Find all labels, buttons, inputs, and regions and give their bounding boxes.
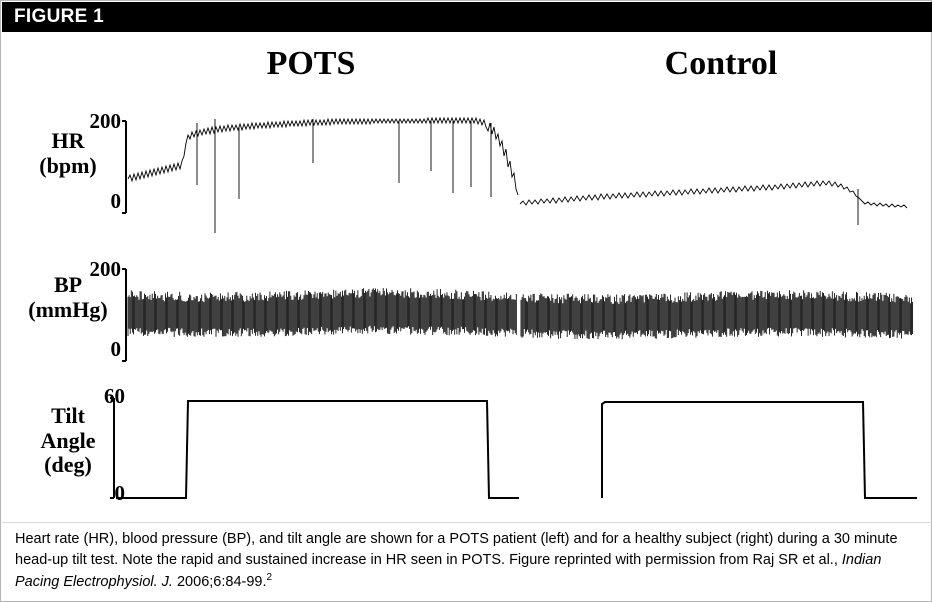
figure-number-label: FIGURE 1 [14, 6, 105, 27]
tilt-pots-trace [116, 401, 519, 498]
ytick-hr-200: 200 [89, 109, 121, 133]
axis-label-bp-line1: BP [53, 272, 83, 297]
axis-label-hr-line1: HR [51, 128, 85, 153]
panel-blood-pressure [1, 251, 932, 371]
bp-pots-axis [122, 269, 126, 361]
caption-text-part1: Heart rate (HR), blood pressure (BP), and tilt angle are shown for a POTS patient (left) and for a healthy subject (right) during a 30 minute head-up tilt test. Note the rapid and sustained increase in HR seen in POTS. Figure reprinted with permission from Raj SR et al., [15, 531, 898, 569]
axis-label-tilt-line3: (deg) [44, 452, 92, 478]
figure-header-bar [2, 2, 932, 32]
column-title-pots: POTS [266, 45, 356, 82]
ytick-bp-200: 200 [89, 257, 121, 281]
tilt-control-trace [602, 402, 917, 498]
ytick-hr-0: 0 [110, 189, 121, 213]
tilt-traces [1, 376, 932, 526]
panel-tilt-angle [1, 376, 932, 526]
bp-pots-trace [128, 288, 516, 337]
caption-citation-journal: Indian Pacing Electrophysiol. J. [15, 552, 882, 590]
ytick-bp-0: 0 [110, 337, 121, 361]
axis-label-tilt-line1: Tilt [51, 403, 85, 428]
tilt-pots-axis [110, 398, 114, 498]
ytick-tilt-60: 60 [104, 384, 125, 408]
panel-heart-rate [1, 101, 932, 241]
axis-label-tilt-line2: Angle [40, 427, 96, 453]
caption-text-part2: 2006;6:84-99. [172, 573, 267, 590]
hr-control-trace [520, 181, 907, 225]
bp-traces [1, 251, 932, 371]
hr-pots-trace [128, 118, 518, 233]
caption-divider [2, 522, 932, 523]
axis-label-hr-line2: (bpm) [39, 152, 97, 178]
caption-reference-superscript: 2 [266, 572, 273, 584]
figure-caption [15, 529, 915, 593]
column-title-control: Control [664, 45, 778, 82]
bp-control-trace [521, 290, 913, 339]
ytick-tilt-0: 0 [114, 481, 125, 505]
hr-pots-axis [122, 121, 126, 213]
hr-traces [1, 101, 932, 241]
axis-label-bp-line2: (mmHg) [28, 296, 108, 322]
